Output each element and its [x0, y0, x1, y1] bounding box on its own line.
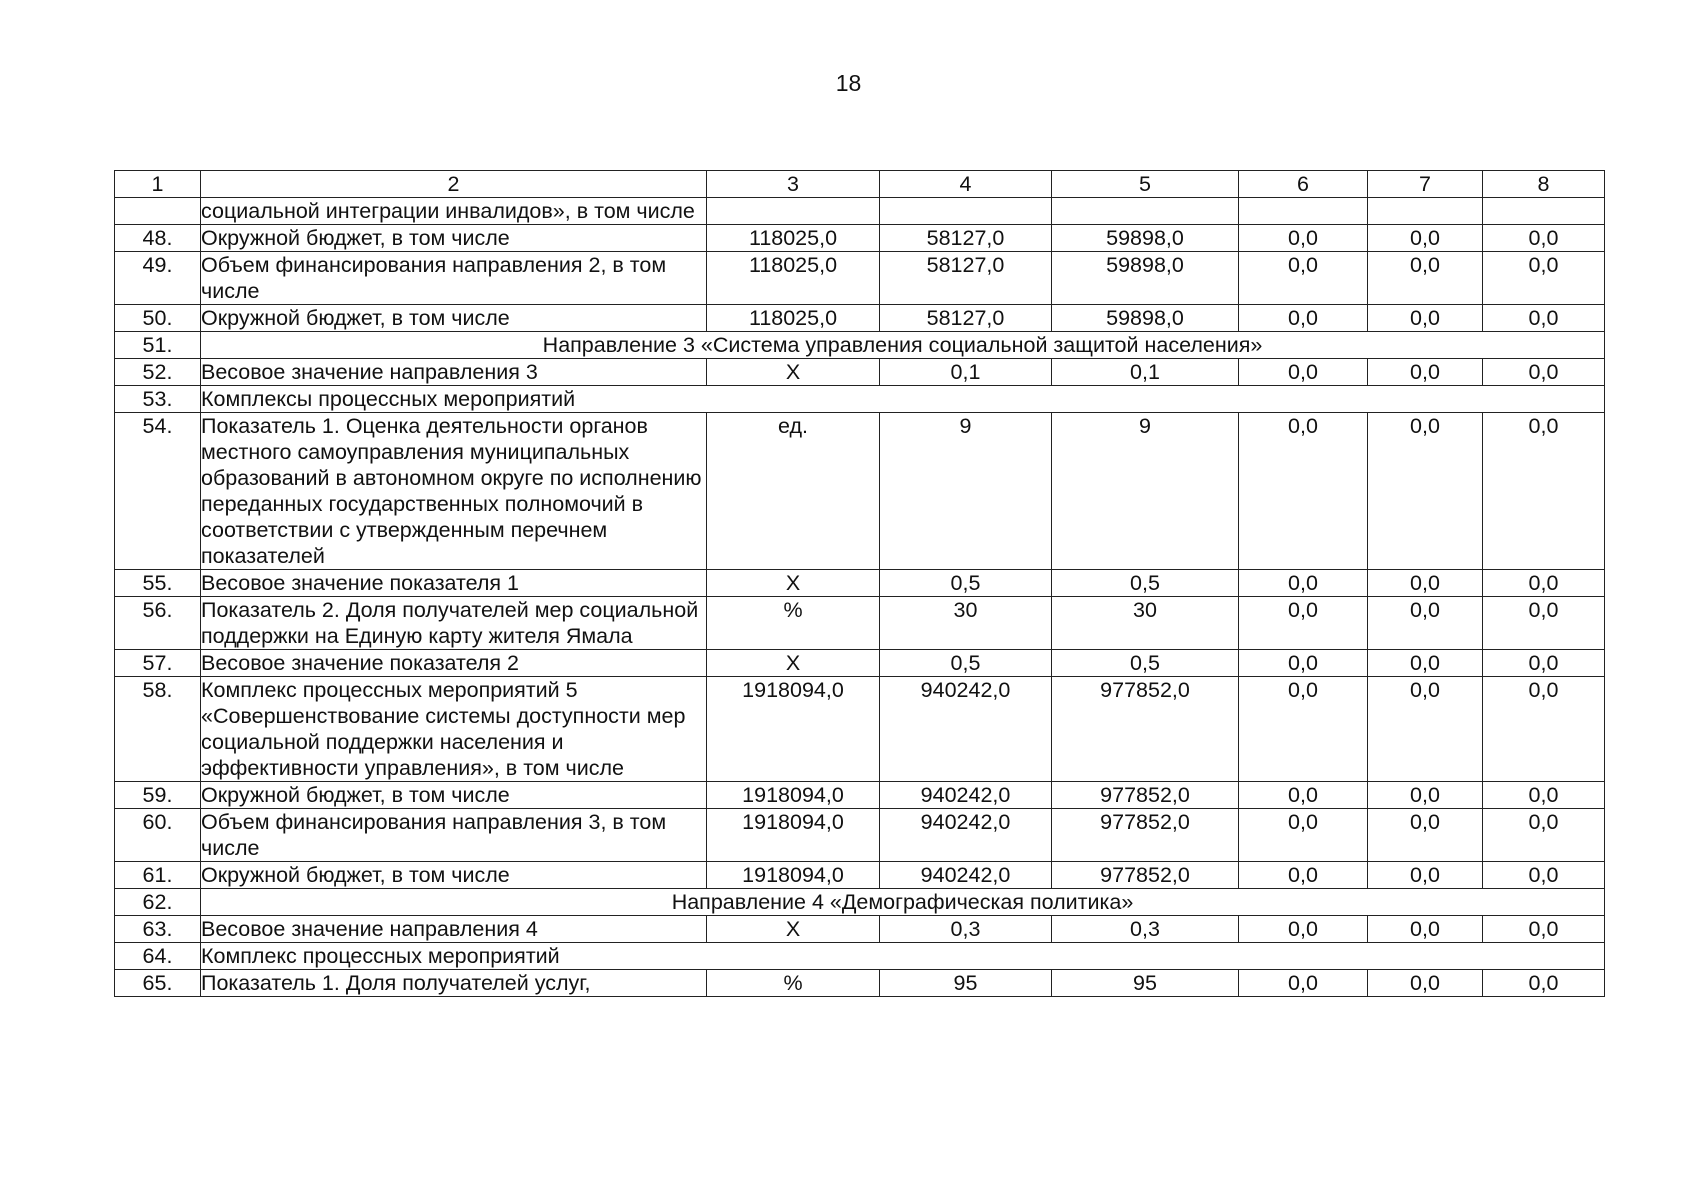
value-cell-c5: 977852,0 — [1052, 677, 1239, 782]
row-number-cell: 53. — [115, 386, 201, 413]
value-cell-c6: 0,0 — [1239, 570, 1368, 597]
table-row — [115, 570, 1605, 597]
row-number-cell: 52. — [115, 359, 201, 386]
value-cell-c8 — [1483, 198, 1605, 225]
value-cell-c7: 0,0 — [1368, 359, 1483, 386]
table-row — [115, 359, 1605, 386]
description-cell: Комплекс процессных мероприятий 5 «Совершенствование системы доступности мер социальной поддержки населения и эффективности управления», в том числе — [201, 677, 707, 782]
table-row — [115, 252, 1605, 305]
data-table — [114, 170, 1605, 997]
value-cell-c3: Х — [707, 650, 880, 677]
table-row — [115, 650, 1605, 677]
value-cell-c4: 0,5 — [880, 650, 1052, 677]
value-cell-c3 — [707, 198, 880, 225]
value-cell-c8: 0,0 — [1483, 650, 1605, 677]
value-cell-c6: 0,0 — [1239, 225, 1368, 252]
column-header: 8 — [1483, 171, 1605, 198]
value-cell-c6: 0,0 — [1239, 916, 1368, 943]
value-cell-c5 — [1052, 198, 1239, 225]
row-number-cell: 51. — [115, 332, 201, 359]
value-cell-c3: Х — [707, 916, 880, 943]
value-cell-c7: 0,0 — [1368, 252, 1483, 305]
column-header: 2 — [201, 171, 707, 198]
value-cell-c8: 0,0 — [1483, 809, 1605, 862]
value-cell-c7: 0,0 — [1368, 862, 1483, 889]
table-row — [115, 809, 1605, 862]
value-cell-c4: 0,1 — [880, 359, 1052, 386]
row-number-cell: 59. — [115, 782, 201, 809]
value-cell-c8: 0,0 — [1483, 305, 1605, 332]
value-cell-c5: 95 — [1052, 970, 1239, 997]
table-row — [115, 198, 1605, 225]
value-cell-c7: 0,0 — [1368, 677, 1483, 782]
value-cell-c7: 0,0 — [1368, 225, 1483, 252]
value-cell-c4: 0,5 — [880, 570, 1052, 597]
row-number-cell: 58. — [115, 677, 201, 782]
value-cell-c6: 0,0 — [1239, 862, 1368, 889]
table-row — [115, 970, 1605, 997]
row-number-cell: 62. — [115, 889, 201, 916]
value-cell-c3: % — [707, 970, 880, 997]
description-cell: Окружной бюджет, в том числе — [201, 862, 707, 889]
value-cell-c8: 0,0 — [1483, 359, 1605, 386]
value-cell-c8: 0,0 — [1483, 916, 1605, 943]
value-cell-c7: 0,0 — [1368, 916, 1483, 943]
value-cell-c6: 0,0 — [1239, 305, 1368, 332]
value-cell-c4: 0,3 — [880, 916, 1052, 943]
description-cell: Показатель 1. Доля получателей услуг, — [201, 970, 707, 997]
value-cell-c3: 118025,0 — [707, 225, 880, 252]
value-cell-c7 — [1368, 198, 1483, 225]
column-header: 1 — [115, 171, 201, 198]
value-cell-c4: 940242,0 — [880, 677, 1052, 782]
value-cell-c6: 0,0 — [1239, 252, 1368, 305]
value-cell-c5: 59898,0 — [1052, 252, 1239, 305]
description-cell: Весовое значение показателя 2 — [201, 650, 707, 677]
value-cell-c7: 0,0 — [1368, 305, 1483, 332]
value-cell-c5: 59898,0 — [1052, 305, 1239, 332]
row-number-cell: 56. — [115, 597, 201, 650]
section-heading-cell: Комплексы процессных мероприятий — [201, 386, 1605, 413]
value-cell-c6: 0,0 — [1239, 782, 1368, 809]
value-cell-c3: 1918094,0 — [707, 677, 880, 782]
value-cell-c6 — [1239, 198, 1368, 225]
value-cell-c3: 118025,0 — [707, 252, 880, 305]
description-cell: Окружной бюджет, в том числе — [201, 225, 707, 252]
description-cell: Окружной бюджет, в том числе — [201, 305, 707, 332]
table-row — [115, 916, 1605, 943]
row-number-cell: 49. — [115, 252, 201, 305]
description-cell: Окружной бюджет, в том числе — [201, 782, 707, 809]
value-cell-c8: 0,0 — [1483, 862, 1605, 889]
value-cell-c8: 0,0 — [1483, 782, 1605, 809]
value-cell-c7: 0,0 — [1368, 413, 1483, 570]
column-header: 3 — [707, 171, 880, 198]
value-cell-c5: 0,5 — [1052, 650, 1239, 677]
table-row — [115, 862, 1605, 889]
value-cell-c8: 0,0 — [1483, 252, 1605, 305]
value-cell-c7: 0,0 — [1368, 597, 1483, 650]
section-heading-cell: Направление 4 «Демографическая политика» — [201, 889, 1605, 916]
value-cell-c4: 58127,0 — [880, 305, 1052, 332]
row-number-cell: 54. — [115, 413, 201, 570]
value-cell-c6: 0,0 — [1239, 677, 1368, 782]
section-heading-cell: Направление 3 «Система управления социальной защитой населения» — [201, 332, 1605, 359]
value-cell-c5: 30 — [1052, 597, 1239, 650]
value-cell-c7: 0,0 — [1368, 809, 1483, 862]
description-cell: Объем финансирования направления 3, в том числе — [201, 809, 707, 862]
table-row — [115, 225, 1605, 252]
page-number: 18 — [835, 70, 862, 96]
table-body — [115, 198, 1605, 997]
description-cell: Объем финансирования направления 2, в том числе — [201, 252, 707, 305]
value-cell-c3: Х — [707, 359, 880, 386]
description-cell: социальной интеграции инвалидов», в том числе — [201, 198, 707, 225]
header-row — [115, 171, 1605, 198]
value-cell-c6: 0,0 — [1239, 650, 1368, 677]
value-cell-c5: 9 — [1052, 413, 1239, 570]
table-row — [115, 889, 1605, 916]
value-cell-c4: 58127,0 — [880, 252, 1052, 305]
column-header: 4 — [880, 171, 1052, 198]
column-header: 6 — [1239, 171, 1368, 198]
value-cell-c4: 58127,0 — [880, 225, 1052, 252]
value-cell-c7: 0,0 — [1368, 970, 1483, 997]
value-cell-c4: 940242,0 — [880, 809, 1052, 862]
value-cell-c8: 0,0 — [1483, 677, 1605, 782]
value-cell-c5: 977852,0 — [1052, 862, 1239, 889]
table-row — [115, 943, 1605, 970]
value-cell-c4: 30 — [880, 597, 1052, 650]
table-row — [115, 332, 1605, 359]
value-cell-c5: 59898,0 — [1052, 225, 1239, 252]
table-row — [115, 413, 1605, 570]
row-number-cell: 50. — [115, 305, 201, 332]
row-number-cell: 48. — [115, 225, 201, 252]
value-cell-c3: 1918094,0 — [707, 862, 880, 889]
value-cell-c6: 0,0 — [1239, 809, 1368, 862]
section-heading-cell: Комплекс процессных мероприятий — [201, 943, 1605, 970]
value-cell-c7: 0,0 — [1368, 650, 1483, 677]
table-row — [115, 386, 1605, 413]
table-row — [115, 597, 1605, 650]
value-cell-c8: 0,0 — [1483, 970, 1605, 997]
value-cell-c8: 0,0 — [1483, 597, 1605, 650]
value-cell-c5: 0,5 — [1052, 570, 1239, 597]
value-cell-c4: 9 — [880, 413, 1052, 570]
value-cell-c3: Х — [707, 570, 880, 597]
row-number-cell: 60. — [115, 809, 201, 862]
description-cell: Весовое значение направления 4 — [201, 916, 707, 943]
description-cell: Весовое значение показателя 1 — [201, 570, 707, 597]
value-cell-c8: 0,0 — [1483, 413, 1605, 570]
value-cell-c4: 940242,0 — [880, 862, 1052, 889]
description-cell: Весовое значение направления 3 — [201, 359, 707, 386]
value-cell-c7: 0,0 — [1368, 570, 1483, 597]
table-row — [115, 677, 1605, 782]
value-cell-c6: 0,0 — [1239, 413, 1368, 570]
value-cell-c5: 977852,0 — [1052, 782, 1239, 809]
row-number-cell — [115, 198, 201, 225]
value-cell-c3: ед. — [707, 413, 880, 570]
value-cell-c3: 1918094,0 — [707, 782, 880, 809]
row-number-cell: 57. — [115, 650, 201, 677]
column-header: 7 — [1368, 171, 1483, 198]
value-cell-c6: 0,0 — [1239, 597, 1368, 650]
value-cell-c5: 977852,0 — [1052, 809, 1239, 862]
table-row — [115, 782, 1605, 809]
value-cell-c4: 95 — [880, 970, 1052, 997]
value-cell-c7: 0,0 — [1368, 782, 1483, 809]
value-cell-c4: 940242,0 — [880, 782, 1052, 809]
value-cell-c5: 0,3 — [1052, 916, 1239, 943]
value-cell-c3: 1918094,0 — [707, 809, 880, 862]
value-cell-c8: 0,0 — [1483, 570, 1605, 597]
row-number-cell: 65. — [115, 970, 201, 997]
table-row — [115, 305, 1605, 332]
value-cell-c8: 0,0 — [1483, 225, 1605, 252]
row-number-cell: 61. — [115, 862, 201, 889]
value-cell-c6: 0,0 — [1239, 970, 1368, 997]
row-number-cell: 64. — [115, 943, 201, 970]
row-number-cell: 55. — [115, 570, 201, 597]
value-cell-c6: 0,0 — [1239, 359, 1368, 386]
value-cell-c3: % — [707, 597, 880, 650]
description-cell: Показатель 2. Доля получателей мер социальной поддержки на Единую карту жителя Ямала — [201, 597, 707, 650]
value-cell-c3: 118025,0 — [707, 305, 880, 332]
value-cell-c5: 0,1 — [1052, 359, 1239, 386]
description-cell: Показатель 1. Оценка деятельности органов местного самоуправления муниципальных образований в автономном округе по исполнению переданных государственных полномочий в соответствии с утвержденным перечнем показателей — [201, 413, 707, 570]
value-cell-c4 — [880, 198, 1052, 225]
column-header: 5 — [1052, 171, 1239, 198]
row-number-cell: 63. — [115, 916, 201, 943]
